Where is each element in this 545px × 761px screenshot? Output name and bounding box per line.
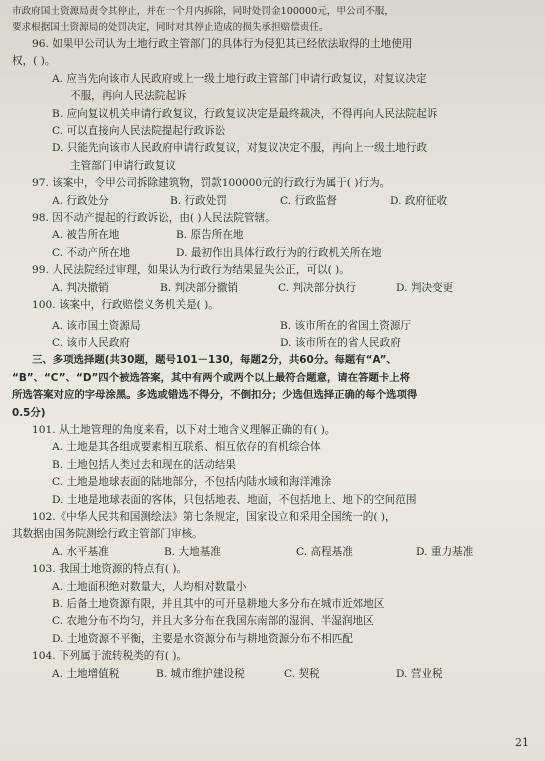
question-101-stem: 101. 从土地管理的角度来看，以下对土地含义理解正确的有( )。	[32, 423, 336, 436]
option-97-d: D. 政府征收	[390, 194, 448, 207]
option-101-c: C. 土地是地球表面的陆地部分，不包括内陆水域和海洋滩涂	[52, 476, 332, 489]
question-102-stem: 102.《中华人民共和国测绘法》第七条规定，国家设立和采用全国统一的( )，	[32, 510, 396, 523]
option-104-d: D. 营业税	[396, 667, 443, 680]
option-96-a: A. 应当先向该市人民政府或上一级土地行政主管部门申请行政复议，对复议决定	[52, 72, 427, 85]
page-number: 21	[515, 735, 529, 749]
question-104-options	[12, 666, 531, 683]
option-101-b: B. 土地包括人类过去和现在的活动结果	[52, 458, 237, 471]
option-98-c: C. 不动产所在地	[52, 246, 131, 259]
section-instructions: 所选答案对应的字母涂黑。多选或错选不得分，不倒扣分；少选但选择正确的每个选项得	[12, 389, 418, 402]
option-103-d: D. 土地资源不平衡，主要是水资源分布与耕地资源分布不相匹配	[52, 632, 353, 645]
question-96-stem: 权，( )。	[12, 55, 56, 68]
section-instructions: “B”、“C”、“D”四个被选答案，其中有两个或两个以上最符合题意，请在答题卡上将	[12, 371, 411, 384]
option-103-b: B. 后备土地资源有限，并且其中的可开垦耕地大多分布在城市近郊地区	[52, 598, 385, 610]
question-98-stem: 98. 因不动产提起的行政诉讼，由( )人民法院管辖。	[32, 212, 276, 225]
question-99-stem: 99. 人民法院经过审理，如果认为行政行为结果显失公正，可以( )。	[32, 264, 350, 277]
question-99-options	[12, 280, 531, 297]
option-99-b: B. 判决部分撤销	[160, 281, 239, 294]
option-97-b: B. 行政处罚	[170, 194, 227, 207]
option-103-c: C. 农地分布不均匀，并且大多分布在我国东南部的湿润、半湿润地区	[52, 615, 374, 628]
option-100-c: C. 该市人民政府	[52, 336, 131, 349]
option-104-c: C. 契税	[284, 667, 320, 680]
question-100-options	[12, 315, 531, 335]
option-96-b: B. 应向复议机关申请行政复议，行政复议决定是最终裁决，不得再向人民法院起诉	[52, 107, 438, 120]
option-99-d: D. 判决变更	[396, 281, 454, 294]
option-104-b: B. 城市维护建设税	[156, 667, 245, 680]
question-102-stem: 其数据由国务院测绘行政主管部门审核。	[12, 528, 203, 541]
question-98-options	[12, 227, 531, 244]
question-96-stem: 96. 如果甲公司认为土地行政主管部门的具体行为侵犯其已经依法取得的土地使用	[32, 38, 413, 50]
question-104-stem: 104. 下列属于流转税类的有( )。	[32, 650, 188, 663]
option-103-a: A. 土地面积绝对数量大，人均相对数量小	[52, 580, 247, 593]
section-instructions: 0.5分)	[12, 406, 46, 419]
option-101-d: D. 土地是地球表面的客体，只包括地表、地面，不包括地上、地下的空间范围	[52, 493, 417, 506]
option-96-d: D. 只能先向该市人民政府申请行政复议，对复议决定不服，再向上一级土地行政	[52, 142, 428, 155]
option-104-a: A. 土地增值税	[52, 667, 120, 680]
option-98-b: B. 原告所在地	[176, 229, 244, 242]
section-heading: 三、多项选择题(共30题，题号101－130，每题2分，共60分。每题有“A”、	[32, 354, 397, 367]
option-96-d: 主管部门申请行政复议	[70, 159, 176, 172]
option-97-a: A. 行政处分	[52, 194, 109, 207]
passage-line: 要求根据国土资源局的处罚决定，同时对其停止造成的损失承担赔偿责任。	[12, 22, 329, 33]
question-97-options	[12, 193, 531, 210]
question-98-options	[12, 245, 531, 262]
question-103-stem: 103. 我国土地资源的特点有( )。	[32, 563, 188, 576]
option-100-a: A. 该市国土资源局	[52, 319, 141, 332]
question-100-stem: 100. 该案中，行政赔偿义务机关是( )。	[32, 299, 219, 312]
option-102-d: D. 重力基准	[416, 545, 474, 558]
option-101-a: A. 土地是其各组成要素相互联系、相互依存的有机综合体	[52, 441, 321, 454]
question-102-options	[12, 544, 531, 561]
option-102-c: C. 高程基准	[296, 545, 353, 558]
option-99-c: C. 判决部分执行	[278, 281, 357, 294]
option-100-b: B. 该市所在的省国土资源厅	[280, 319, 412, 332]
question-100-options	[12, 335, 531, 352]
option-102-b: B. 大地基准	[164, 545, 221, 558]
option-96-c: C. 可以直接向人民法院提起行政诉讼	[52, 125, 226, 138]
question-97-stem: 97. 该案中，令甲公司拆除建筑物，罚款100000元的行政行为属于( )行为。	[32, 177, 391, 190]
option-98-d: D. 最初作出具体行政行为的行政机关所在地	[176, 246, 382, 259]
option-99-a: A. 判决撤销	[52, 281, 109, 294]
option-97-c: C. 行政监督	[280, 194, 337, 207]
passage-line: 市政府国土资源局责令其停止，并在一个月内拆除，同时处罚金100000元，甲公司不服，	[12, 6, 394, 17]
option-96-a: 不服，再向人民法院起诉	[70, 90, 187, 103]
option-98-a: A. 被告所在地	[52, 229, 120, 242]
option-102-a: A. 水平基准	[52, 545, 109, 558]
option-100-d: D. 该市所在的省人民政府	[280, 336, 401, 349]
